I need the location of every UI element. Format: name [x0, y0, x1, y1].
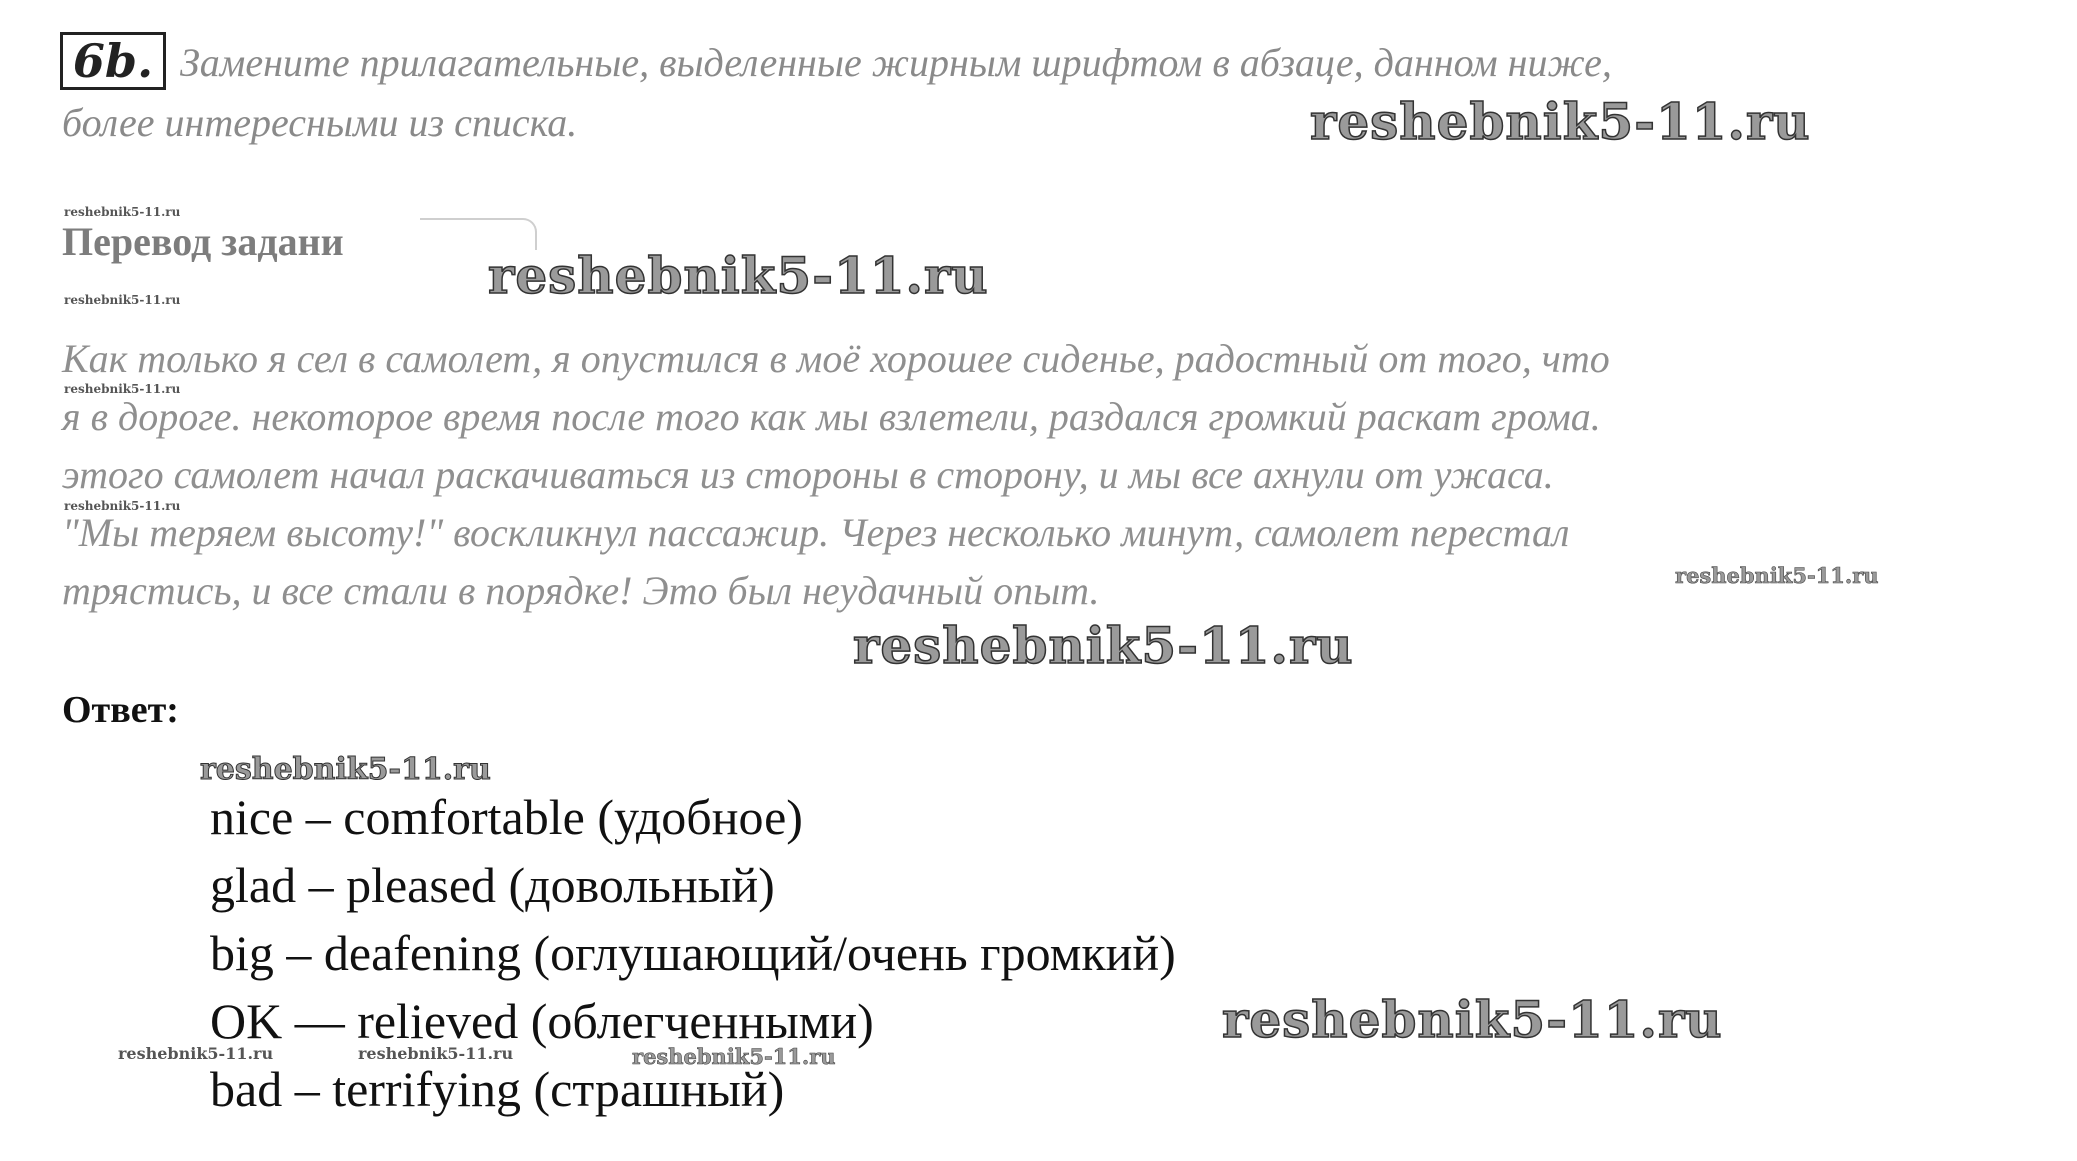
translation-line-4: "Мы теряем высоту!" воскликнул пассажир. Через несколько минут, самолет перестал: [62, 510, 1570, 555]
answer-item-4: OK — relieved (облегченными): [210, 993, 874, 1049]
instruction-line-1: Замените прилагательные, выделенные жирным шрифтом в абзаце, данном ниже,: [180, 40, 1612, 85]
watermark: reshebnik5-11.ru: [488, 246, 989, 305]
answer-item-5: bad – terrifying (страшный): [210, 1061, 785, 1117]
answer-item-3: big – deafening (оглушающий/очень громкий): [210, 925, 1176, 981]
watermark: reshebnik5-11.ru: [358, 1044, 514, 1063]
instruction-line-2: более интересными из списка.: [62, 100, 578, 145]
watermark: reshebnik5-11.ru: [200, 752, 491, 787]
translation-heading: Перевод задани: [62, 219, 344, 264]
watermark: reshebnik5-11.ru: [64, 205, 181, 219]
watermark: reshebnik5-11.ru: [1310, 92, 1811, 151]
watermark: reshebnik5-11.ru: [1222, 990, 1723, 1049]
watermark: reshebnik5-11.ru: [853, 616, 1354, 675]
watermark: reshebnik5-11.ru: [1675, 563, 1879, 588]
answer-label: Ответ:: [62, 689, 179, 731]
watermark: reshebnik5-11.ru: [632, 1044, 836, 1069]
translation-line-1: Как только я сел в самолет, я опустился в моё хорошее сиденье, радостный от того, что: [62, 336, 1610, 381]
watermark: reshebnik5-11.ru: [64, 293, 181, 307]
watermark: reshebnik5-11.ru: [64, 382, 181, 396]
translation-line-5: трястись, и все стали в порядке! Это был неудачный опыт.: [62, 568, 1100, 613]
answer-item-1: nice – comfortable (удобное): [210, 789, 803, 845]
watermark: reshebnik5-11.ru: [118, 1044, 274, 1063]
watermark: reshebnik5-11.ru: [64, 499, 181, 513]
answer-item-2: glad – pleased (довольный): [210, 857, 775, 913]
translation-line-3: этого самолет начал раскачиваться из стороны в сторону, и мы все ахнули от ужаса.: [62, 452, 1554, 497]
exercise-number: 6b.: [60, 32, 166, 90]
translation-line-2: я в дороге. некоторое время после того как мы взлетели, раздался громкий раскат грома.: [62, 394, 1601, 439]
